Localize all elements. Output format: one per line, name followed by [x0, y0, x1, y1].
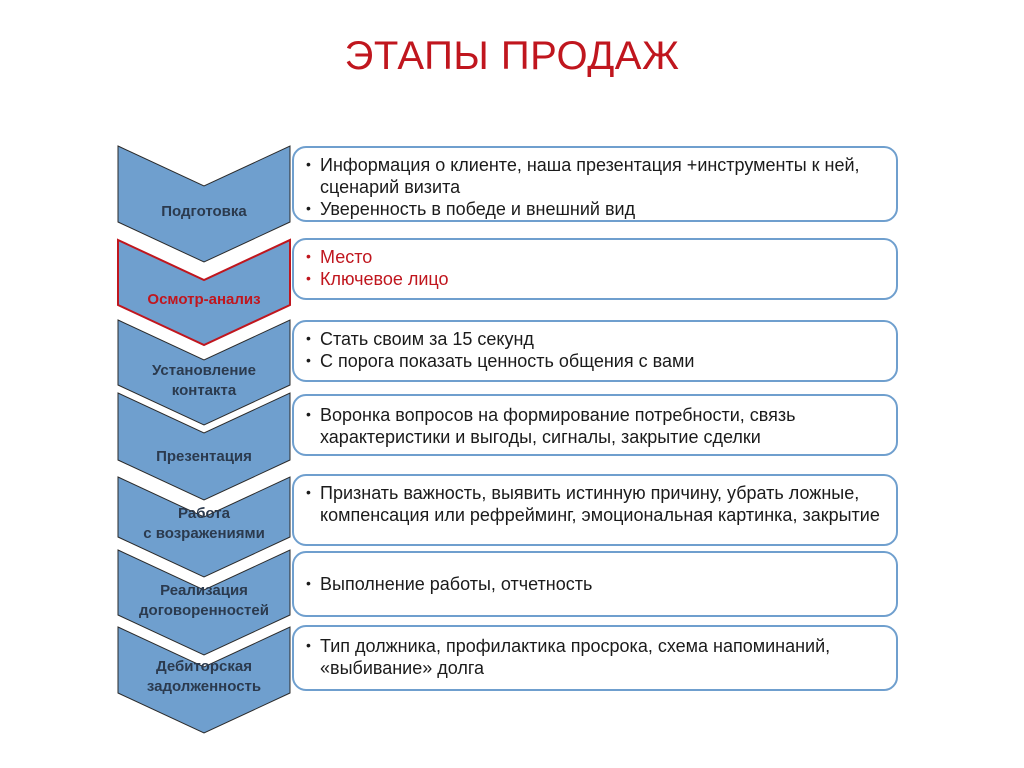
chevron-label-1: Подготовка	[161, 203, 247, 220]
stage-box-2	[292, 238, 898, 300]
stage-box-1	[292, 146, 898, 222]
bullet-icon: •	[306, 637, 311, 653]
bullet-icon: •	[306, 484, 311, 500]
chevron-label-7: задолженность	[146, 678, 262, 695]
bullet-text: Признать важность, выявить истинную причину, убрать ложные, компенсация или рефрейминг, эмоциональная картинка, закрытие	[320, 483, 880, 525]
chevron-label-6: Реализация	[160, 582, 248, 599]
bullet-item	[306, 635, 882, 679]
bullet-item	[306, 350, 882, 372]
bullet-icon: •	[306, 156, 311, 172]
page-title: ЭТАПЫ ПРОДАЖ	[344, 34, 680, 78]
bullet-text: Выполнение работы, отчетность	[320, 574, 593, 594]
bullet-list	[306, 635, 882, 679]
chevron-label-7: Дебиторская	[156, 658, 252, 675]
bullet-item	[306, 154, 882, 198]
bullet-item	[306, 404, 882, 448]
bullet-text: С порога показать ценность общения с вами	[320, 351, 695, 371]
chevron-label-6: договоренностей	[139, 602, 269, 619]
bullet-list	[306, 246, 882, 290]
bullet-list	[306, 404, 882, 448]
chevron-label-3: контакта	[171, 382, 237, 399]
chevron-label-4: Презентация	[156, 448, 252, 465]
bullet-icon: •	[306, 575, 311, 591]
bullet-item	[306, 573, 882, 595]
bullet-text: Ключевое лицо	[320, 269, 449, 289]
bullet-icon: •	[306, 352, 311, 368]
chevron-label-5: с возражениями	[143, 525, 265, 542]
bullet-text: Информация о клиенте, наша презентация +инструменты к ней, сценарий визита	[320, 155, 860, 197]
stage-box-4	[292, 394, 898, 456]
chevron-label-3: Установление	[152, 362, 256, 379]
bullet-text: Воронка вопросов на формирование потребности, связь характеристики и выгоды, сигналы, закрытие сделки	[320, 405, 796, 447]
stage-box-6	[292, 551, 898, 617]
bullet-text: Тип должника, профилактика просрока, схема напоминаний, «выбивание» долга	[320, 636, 831, 678]
bullet-list	[306, 482, 882, 526]
bullet-item	[306, 482, 882, 526]
bullet-item	[306, 198, 882, 220]
bullet-list	[306, 328, 882, 372]
bullet-icon: •	[306, 248, 311, 264]
bullet-text: Стать своим за 15 секунд	[320, 329, 534, 349]
stage-box-5	[292, 474, 898, 546]
bullet-item	[306, 246, 882, 268]
bullet-text: Место	[320, 247, 373, 267]
bullet-item	[306, 328, 882, 350]
bullet-icon: •	[306, 330, 311, 346]
chevron-label-5: Работа	[178, 505, 230, 522]
stage-box-7	[292, 625, 898, 691]
chevron-label-2: Осмотр-анализ	[147, 291, 261, 308]
bullet-icon: •	[306, 200, 311, 216]
stage-box-3	[292, 320, 898, 382]
bullet-item	[306, 268, 882, 290]
bullet-icon: •	[306, 406, 311, 422]
bullet-list	[306, 573, 882, 595]
bullet-list	[306, 154, 882, 220]
bullet-icon: •	[306, 270, 311, 286]
bullet-text: Уверенность в победе и внешний вид	[320, 199, 636, 219]
